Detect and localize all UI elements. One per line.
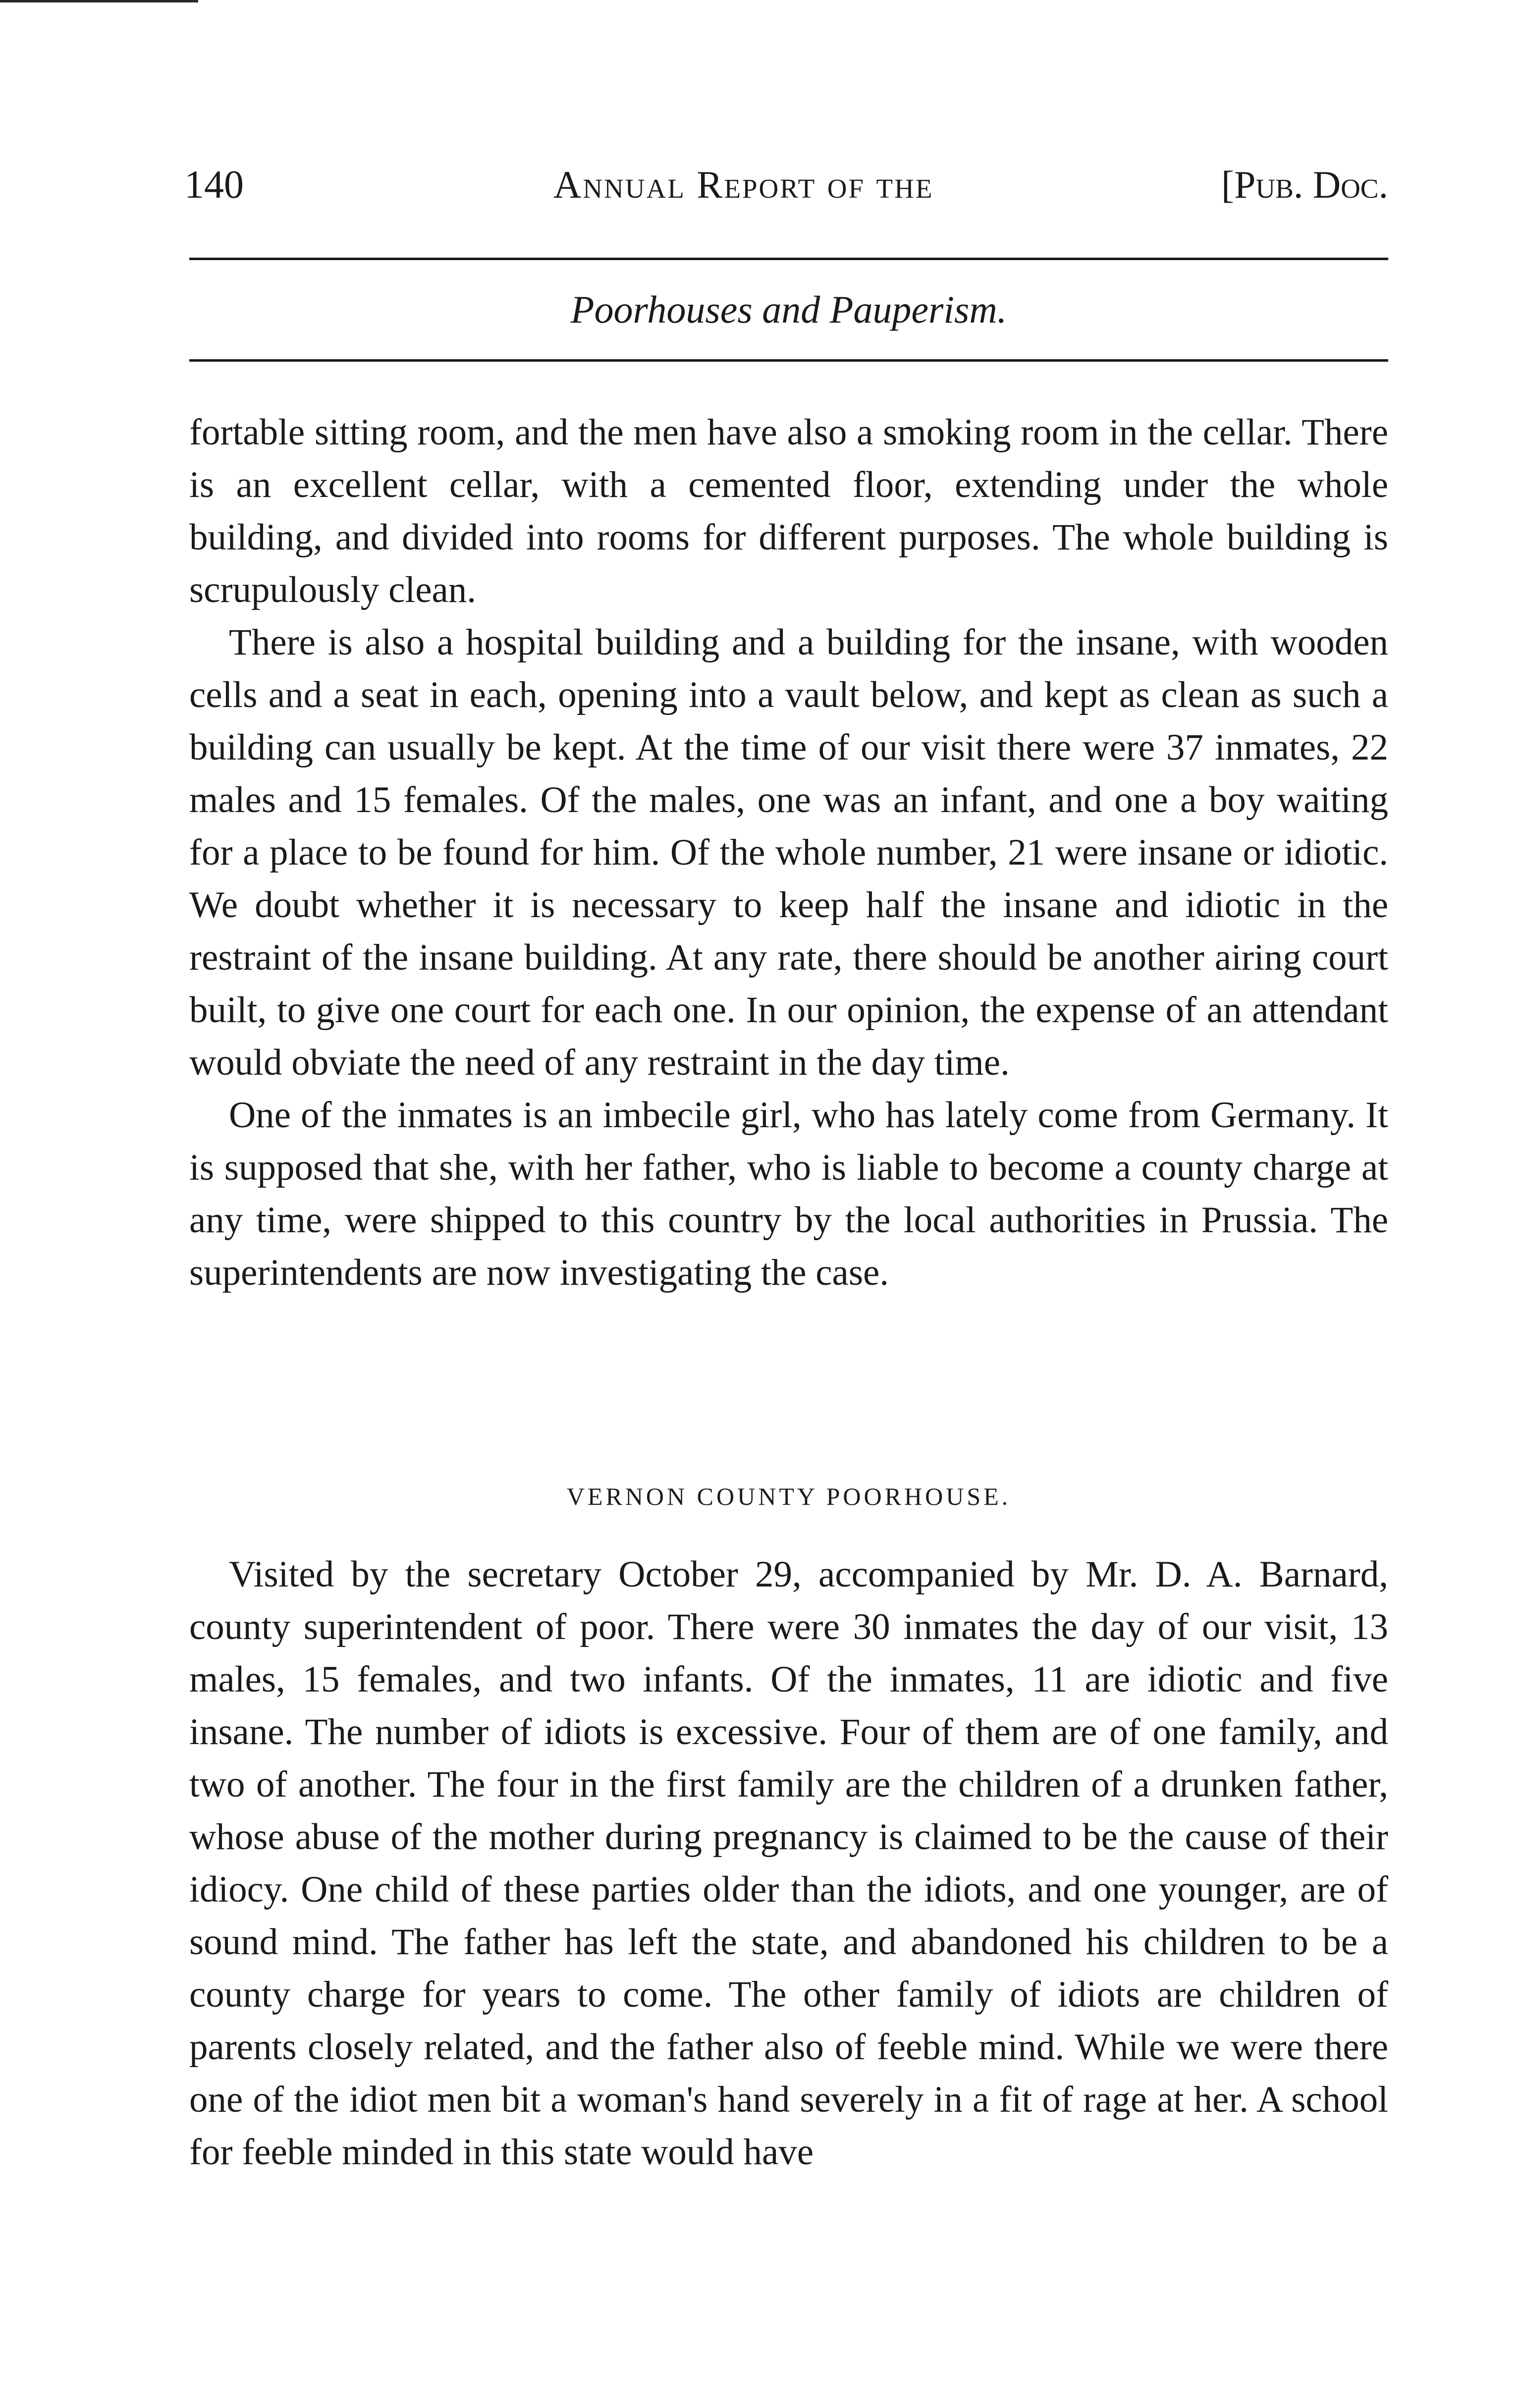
body-text-upper xyxy=(189,406,1388,1299)
header-rule-top xyxy=(189,258,1388,260)
document-label: [Pub. Doc. xyxy=(1221,163,1388,206)
header-rule-bottom xyxy=(189,359,1388,362)
paragraph-hospital-building: There is also a hospital building and a building for the insane, with wooden cells and a seat in each, opening into a vault below, and kept as clean as such a building can usually be kept. At the time of our visit there were 37 inmates, 22 males and 15 females. Of the males, one was an infant, and one a boy waiting for a place to be found for him. Of the whole number, 21 were insane or idiotic. We doubt whether it is necessary to keep half the insane and idiotic in the restraint of the insane building. At any rate, there should be another airing court built, to give one court for each one. In our opinion, the expense of an attendant would obviate the need of any restraint in the day time. xyxy=(189,622,1388,1083)
paragraph-imbecile-girl: One of the inmates is an imbecile girl, who has lately come from Germany. It is supposed that she, with her father, who is liable to become a county charge at any time, were shipped to this country by the local authorities in Prussia. The superintendents are now investigating the case. xyxy=(189,1095,1388,1293)
paragraph-continued: fortable sitting room, and the men have also a smoking room in the cellar. There is an excellent cellar, with a cemented floor, extending under the whole building, and divided into rooms for different purposes. The whole building is scrupulously clean. xyxy=(189,412,1388,610)
running-head xyxy=(184,158,1388,212)
vernon-county-heading: VERNON COUNTY POORHOUSE. xyxy=(566,1482,1011,1510)
report-title: Annual Report of the xyxy=(553,163,934,206)
paragraph-vernon-visit: Visited by the secretary October 29, accompanied by Mr. D. A. Barnard, county superintendent of poor. There were 30 inmates the day of our visit, 13 males, 15 females, and two infants. Of the inmates, 11 are idiotic and five insane. The number of idiots is excessive. Four of them are of one family, and two of another. The four in the first family are the children of a drunken father, whose abuse of the mother during pregnancy is claimed to be the cause of their idiocy. One child of these parties older than the idiots, and one younger, are of sound mind. The father has left the state, and abandoned his children to be a county charge for years to come. The other family of idiots are children of parents closely related, and the father also of feeble mind. While we were there one of the idiot men bit a woman's hand severely in a fit of rage at her. A school for feeble minded in this state would have xyxy=(189,1554,1388,2173)
page-number: 140 xyxy=(184,163,244,207)
top-edge-rule xyxy=(0,0,198,2)
body-text-lower xyxy=(189,1548,1388,2179)
section-title: Poorhouses and Pauperism. xyxy=(570,288,1007,331)
